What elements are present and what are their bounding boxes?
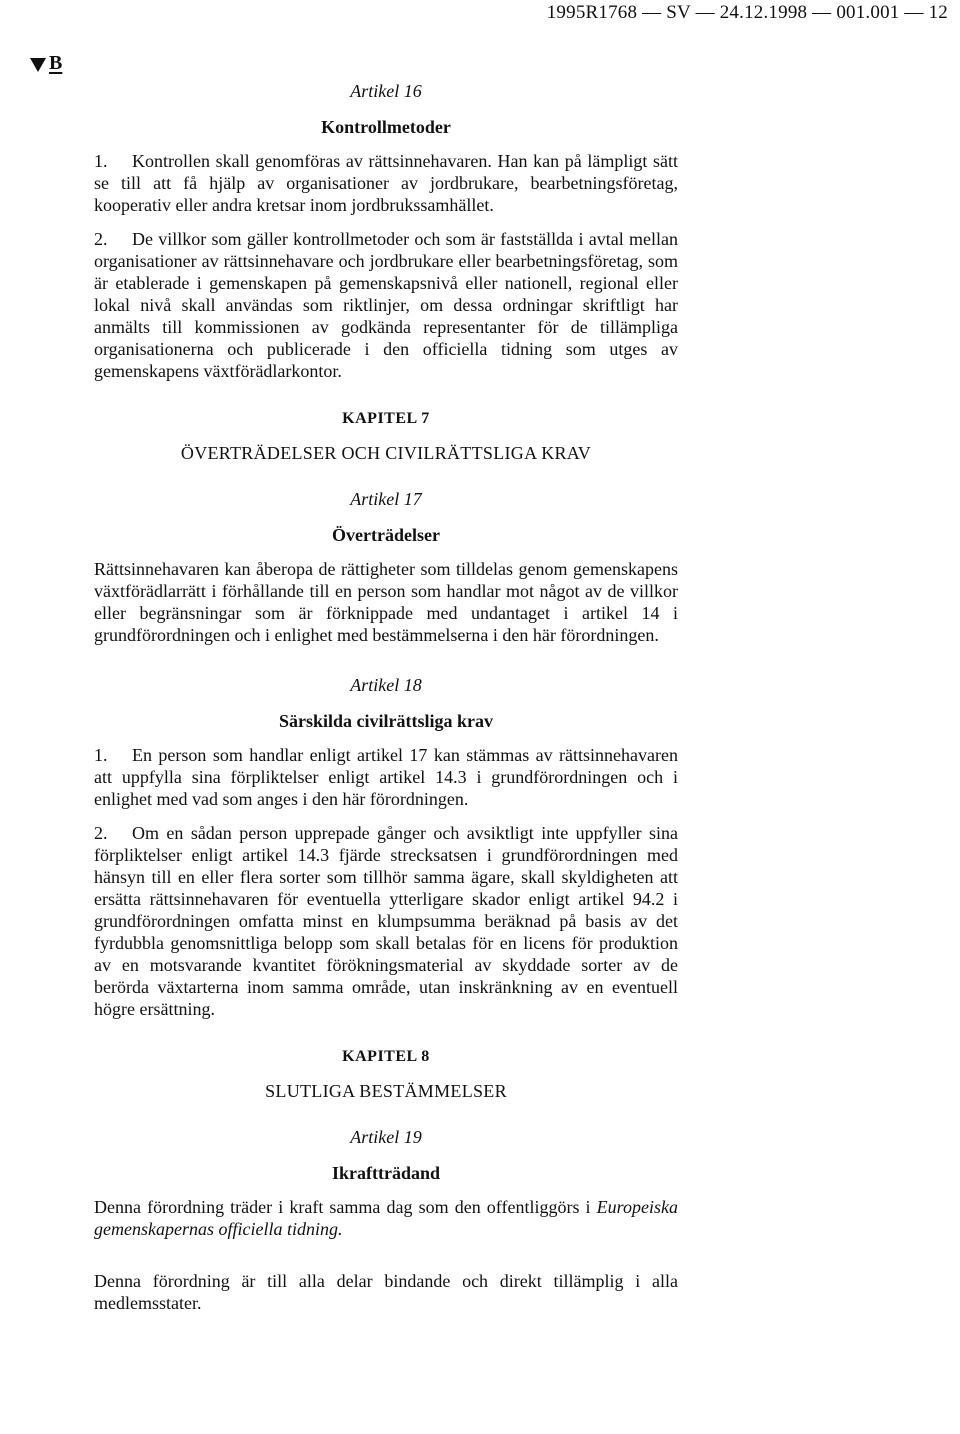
paragraph-number: 2. (94, 229, 108, 249)
article-18-paragraph-2 (94, 822, 678, 1020)
chapter-7-title: ÖVERTRÄDELSER OCH CIVILRÄTTSLIGA KRAV (180, 443, 592, 463)
paragraph-text: En person som handlar enligt artikel 17 kan stämmas av rättsinnehavaren att uppfylla sina förpliktelser enligt artikel 14.3 i grundförordningen och i enlighet med vad som anges i den här förordningen. (94, 745, 678, 809)
paragraph-text: Kontrollen skall genomföras av rättsinnehavaren. Han kan på lämpligt sätt se till att få hjälp av organisationer av jordbrukare, bearbetningsföretag, kooperativ eller andra kretsar inom jordbrukssamhället. (94, 151, 678, 215)
article-19-paragraph-1 (94, 1196, 678, 1240)
paragraph-number: 1. (94, 745, 108, 765)
article-17-label: Artikel 17 (350, 489, 422, 509)
chapter-7-label: KAPITEL 7 (342, 410, 430, 427)
paragraph-number: 1. (94, 151, 108, 171)
official-journal-name: Europeiska gemenskapernas officiella tidning. (94, 1197, 678, 1239)
article-16-title: Kontrollmetoder (321, 117, 451, 137)
paragraph-text: Denna förordning träder i kraft samma dag som den offentliggörs i (94, 1197, 591, 1217)
article-18-paragraph-1 (94, 744, 678, 810)
version-marker (30, 52, 62, 75)
chapter-8-title: SLUTLIGA BESTÄMMELSER (265, 1081, 507, 1101)
article-19-paragraph-2: Denna förordning är till alla delar bindande och direkt tillämplig i alla medlemsstater. (94, 1271, 678, 1313)
chapter-8-label: KAPITEL 8 (342, 1048, 430, 1065)
article-16-label: Artikel 16 (350, 81, 422, 101)
article-18-title: Särskilda civilrättsliga krav (278, 711, 493, 731)
version-marker-letter: B (49, 52, 63, 74)
paragraph-text: De villkor som gäller kontrollmetoder och som är fastställda i avtal mellan organisationer av rättsinnehavare och jordbrukare eller bearbetningsföretag, som är etablerade i gemenskapen på gemenskapsnivå eller nationell, regional eller lokal nivå skall användas som riktlinjer, om dessa ordningar skriftligt har anmälts till kommissionen av godkända representanter för de tillämpliga organisationerna och publicerade i den officiella tidning som utges av gemenskapens växtförädlarkontor. (94, 229, 678, 381)
article-17-title: Överträdelser (332, 525, 440, 545)
paragraph-text: Om en sådan person upprepade gånger och avsiktligt inte uppfyller sina förpliktelser enligt artikel 14.3 fjärde strecksatsen i grundförordningen med hänsyn till en eller flera sorter som tillhör samma ägare, skall skyldigheten att ersätta rättsinnehavaren för eventuella ytterligare skador enligt artikel 94.2 i grundförordningen omfatta minst en klumpsumma beräknad på basis av det fyrdubbla genomsnittliga belopp som skall betalas för en licens för produktion av en motsvarande kvantitet förökningsmaterial av skyddade sorter av de berörda växtarterna inom samma område, utan inskränkning av en eventuell högre ersättning. (94, 823, 678, 1019)
article-19-title: Ikraftträdand (331, 1163, 440, 1183)
page-header: 1995R1768 — SV — 24.12.1998 — 001.001 — 12 (546, 2, 948, 23)
article-16-paragraph-2 (94, 228, 678, 382)
document-body (94, 80, 678, 1326)
article-19-label: Artikel 19 (350, 1127, 422, 1147)
paragraph-number: 2. (94, 823, 108, 843)
article-18-label: Artikel 18 (350, 675, 422, 695)
triangle-down-icon (30, 58, 46, 72)
article-17-paragraph: Rättsinnehavaren kan åberopa de rättigheter som tilldelas genom gemenskapens växtförädlarrätt i förhållande till en person som handlar mot något av de villkor eller begränsningar som är förknippade med undantaget i artikel 14 i grundförordningen och i enlighet med bestämmelserna i den här förordningen. (94, 559, 678, 645)
article-16-paragraph-1 (94, 150, 678, 216)
